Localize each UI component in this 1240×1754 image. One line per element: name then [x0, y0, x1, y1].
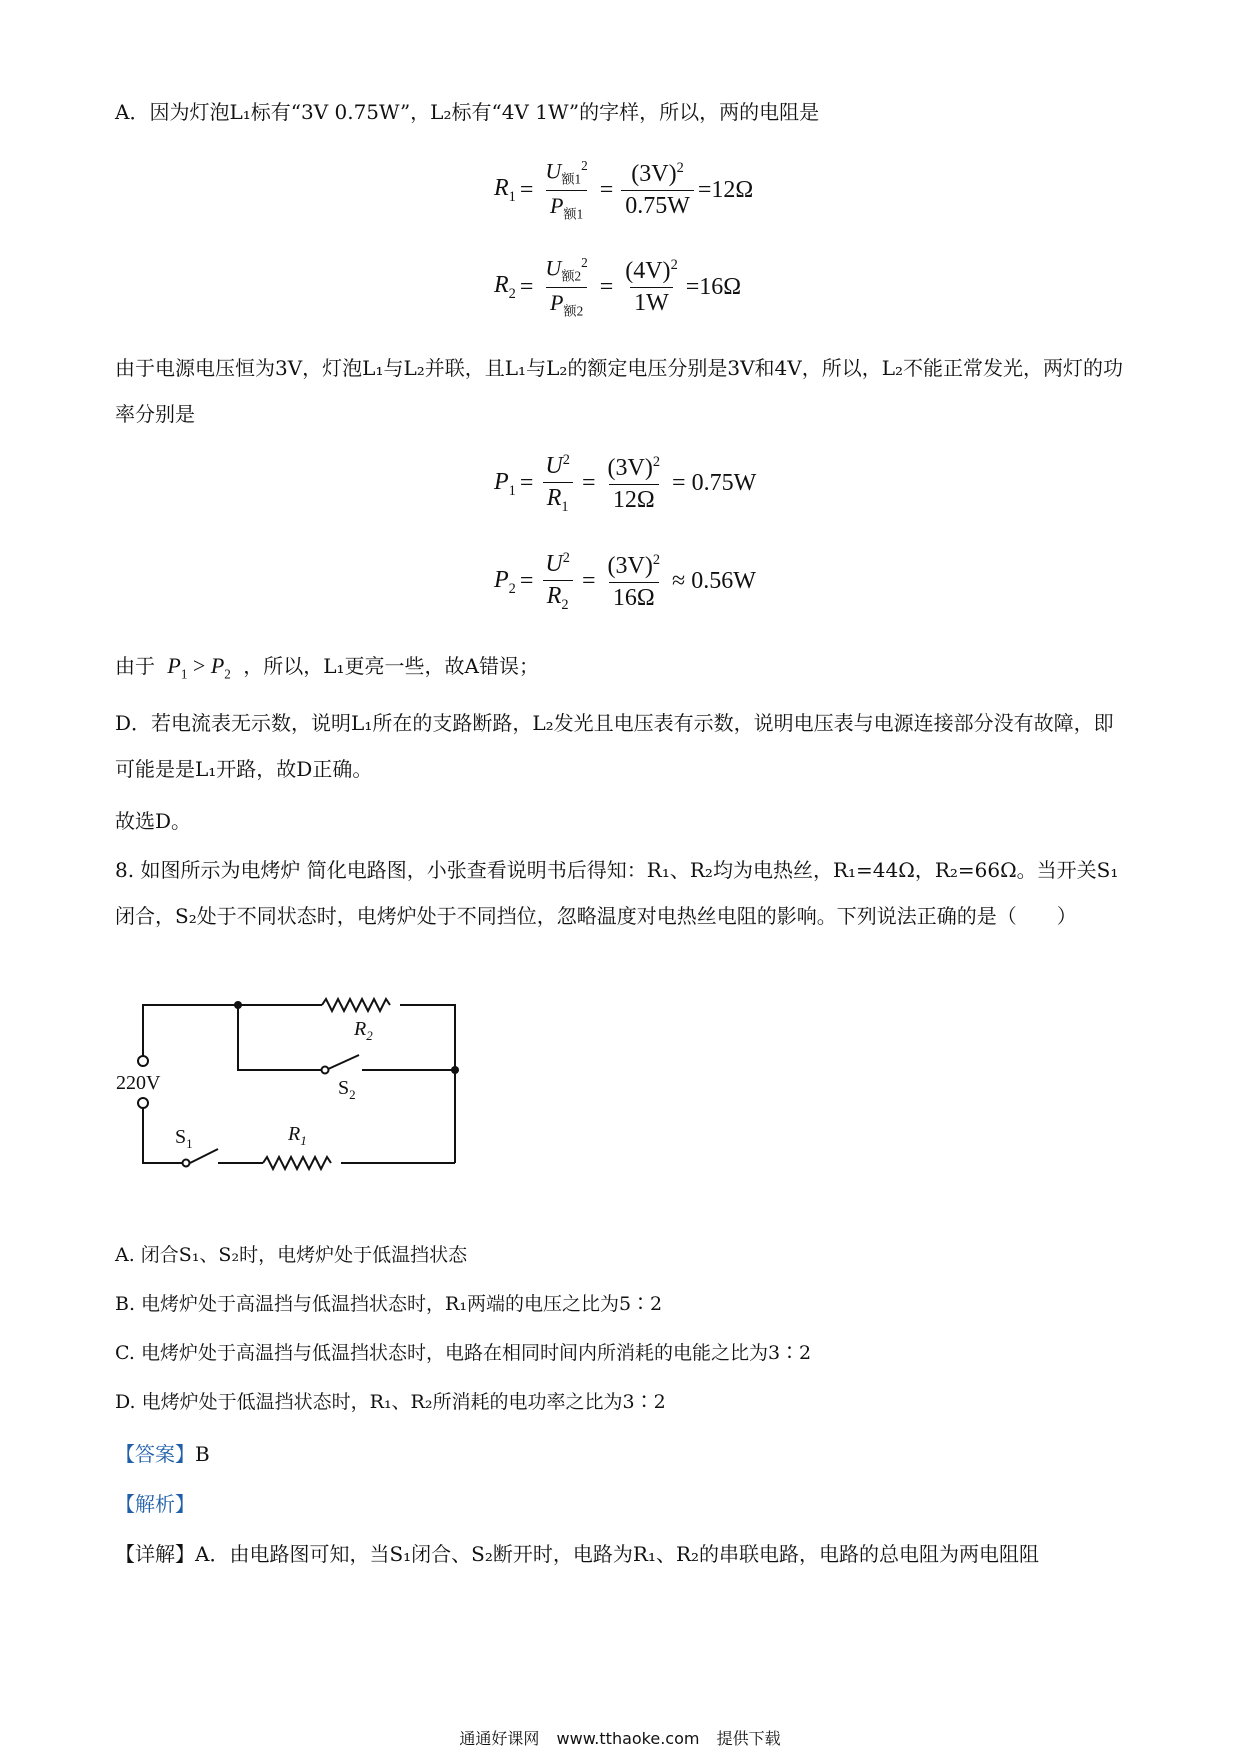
wire-s2-left	[238, 1005, 326, 1070]
formula-r1: $R_1$ = $\frac{U_{额1}^2}{P_{额1}}$ = $\frac{(3V)^2}{0.75W}$ =12Ω	[494, 158, 754, 222]
detail-label: 【详解】	[115, 1542, 195, 1566]
terminal-bottom	[138, 1098, 148, 1108]
switch-s1-blade	[190, 1149, 218, 1163]
option-b: B. 电烤炉处于高温挡与低温挡状态时，R₁两端的电压之比为5∶2	[115, 1293, 663, 1315]
s1-pivot	[183, 1160, 190, 1167]
junction-top	[234, 1001, 242, 1009]
paragraph-power: 由于电源电压恒为3V，灯泡L₁与L₂并联，且L₁与L₂的额定电压分别是3V和4V，所以，L₂不能正常发光，两灯的功率分别是	[115, 356, 1123, 426]
paragraph-d: D．若电流表无示数，说明L₁所在的支路断路，L₂发光且电压表有示数，说明电压表与电源连接部分没有故障，即可能是是L₁开路，故D正确。	[115, 711, 1114, 781]
analysis-label: 【解析】	[115, 1492, 195, 1516]
formula-r2: $R_2$ = $\frac{U_{额2}^2}{P_{额2}}$ = $\frac{(4V)^2}{1W}$ =16Ω	[494, 255, 742, 319]
answer-value: B	[195, 1442, 210, 1466]
option-c: C. 电烤炉处于高温挡与低温挡状态时，电路在相同时间内所消耗的电能之比为3∶2	[115, 1342, 812, 1364]
resistor-r1	[263, 1157, 331, 1169]
detail-line	[115, 1538, 1039, 1567]
option-d: D. 电烤炉处于低温挡状态时，R₁、R₂所消耗的电功率之比为3∶2	[115, 1391, 666, 1413]
voltage-label: 220V	[116, 1072, 161, 1094]
question-8: 8. 如图所示为电烤炉 简化电路图，小张查看说明书后得知：R₁、R₂均为电热丝，R₁=44Ω，R₂=66Ω。当开关S₁闭合，S₂处于不同状态时，电烤炉处于不同挡位，忽略温度对电热丝电阻的影响。下列说法正确的是（ ）	[115, 858, 1119, 928]
s2-label: $S_2$	[338, 1077, 356, 1102]
answer-line	[115, 1438, 210, 1467]
r2-label: $R_2$	[354, 1018, 373, 1043]
footer-note: 提供下载	[716, 1729, 781, 1748]
r1-label: $R_1$	[288, 1123, 307, 1148]
page-footer	[0, 1726, 1240, 1749]
circuit-diagram	[110, 985, 470, 1185]
terminal-top	[138, 1056, 148, 1066]
footer-site: 通通好课网	[459, 1729, 540, 1748]
wire-right	[400, 1005, 455, 1163]
option-a: A. 闭合S₁、S₂时，电烤炉处于低温挡状态	[115, 1244, 468, 1266]
s1-label: $S_1$	[175, 1126, 193, 1151]
compare-line: 由于 $P_1 > P_2$ ，所以，L₁更亮一些，故A错误；	[115, 653, 539, 682]
wire-top-left	[143, 1005, 322, 1056]
answer-label: 【答案】	[115, 1442, 195, 1466]
formula-p2: $P_2$ = $\frac{U^2}{R_2}$ = $\frac{(3V)^2}{16\Omega}$ ≈ 0.56W	[494, 550, 756, 613]
analysis-line	[115, 1488, 195, 1517]
switch-s2-blade	[326, 1055, 359, 1070]
detail-text: A．由电路图可知，当S₁闭合、S₂断开时，电路为R₁、R₂的串联电路，电路的总电阻为两电阻阻	[195, 1542, 1040, 1566]
formula-p1: $P_1$ = $\frac{U^2}{R_1}$ = $\frac{(3V)^2}{12\Omega}$ = 0.75W	[494, 452, 757, 515]
junction-right	[451, 1066, 459, 1074]
s2-pivot	[322, 1067, 329, 1074]
intro-line: A．因为灯泡L₁标有“3V 0.75W”，L₂标有“4V 1W”的字样，所以，两的电阻是	[115, 100, 820, 124]
choose-line: 故选D。	[115, 809, 192, 833]
resistor-r2	[322, 999, 390, 1011]
footer-url[interactable]: www.tthaoke.com	[556, 1729, 700, 1748]
